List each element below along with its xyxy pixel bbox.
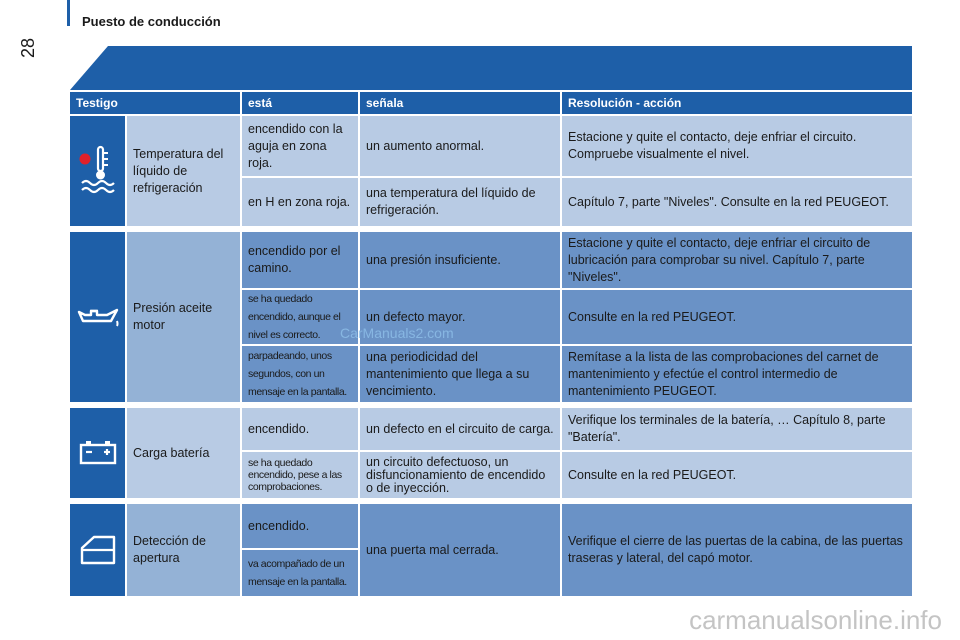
door-open-icon (70, 504, 125, 596)
resolucion-cell: Estacione y quite el contacto, deje enfriar el circuito de lubricación para comprobar su nivel. Capítulo 7, parte "Niveles". (562, 232, 912, 288)
battery-icon (70, 408, 125, 498)
senala-cell: un defecto mayor. (360, 290, 560, 344)
watermark: carmanualsonline.info (689, 605, 942, 635)
testigo-name-presion: Presión aceite motor (127, 232, 240, 402)
esta-cell: encendido por el camino. (242, 232, 358, 288)
testigo-name-apertura: Detección de apertura (127, 504, 240, 596)
esta-cell: parpadeando, unos segundos, con un mensaje en la pantalla. (242, 346, 358, 402)
esta-cell: encendido. (242, 504, 358, 548)
resolucion-cell: Verifique los terminales de la batería, … Capítulo 8, parte "Batería". (562, 408, 912, 450)
resolucion-cell: Remítase a la lista de las comprobaciones del carnet de mantenimiento y efectúe el control intermedio de mantenimiento PEUGEOT. (562, 346, 912, 402)
margin-bar (67, 0, 70, 26)
header-esta: está (242, 92, 358, 114)
esta-cell: va acompañado de un mensaje en la pantalla. (242, 550, 358, 596)
senala-cell: una puerta mal cerrada. (360, 504, 560, 596)
header-banner (70, 46, 912, 90)
resolucion-cell: Consulte en la red PEUGEOT. (562, 452, 912, 498)
section-title: Puesto de conducción (82, 14, 221, 29)
resolucion-cell: Verifique el cierre de las puertas de la cabina, de las puertas traseras y lateral, del capó motor. (562, 504, 912, 596)
header-testigo: Testigo (70, 92, 240, 114)
resolucion-cell: Capítulo 7, parte "Niveles". Consulte en la red PEUGEOT. (562, 178, 912, 226)
testigo-name-temperatura: Temperatura del líquido de refrigeración (127, 116, 240, 226)
resolucion-cell: Consulte en la red PEUGEOT. (562, 290, 912, 344)
esta-cell: se ha quedado encendido, aunque el nivel es correcto. (242, 290, 358, 344)
esta-cell: encendido. (242, 408, 358, 450)
senala-cell: un defecto en el circuito de carga. (360, 408, 560, 450)
oil-pressure-icon (70, 232, 125, 402)
page-number: 28 (18, 37, 38, 58)
esta-cell: en H en zona roja. (242, 178, 358, 226)
coolant-temperature-icon (70, 116, 125, 226)
watermark: CarManuals2.com (340, 325, 454, 341)
header-senala: señala (360, 92, 560, 114)
resolucion-cell: Estacione y quite el contacto, deje enfriar el circuito. Compruebe visualmente el nivel. (562, 116, 912, 176)
header-resolucion: Resolución - acción (562, 92, 912, 114)
senala-cell: una periodicidad del mantenimiento que llega a su vencimiento. (360, 346, 560, 402)
esta-cell: se ha quedado encendido, pese a las comprobaciones. (242, 452, 358, 498)
senala-cell: un aumento anormal. (360, 116, 560, 176)
esta-cell: encendido con la aguja en zona roja. (242, 116, 358, 176)
senala-cell: un circuito defectuoso, un disfuncionamiento de encendido o de inyección. (360, 452, 560, 498)
senala-cell: una temperatura del líquido de refrigeración. (360, 178, 560, 226)
testigo-name-bateria: Carga batería (127, 408, 240, 498)
senala-cell: una presión insuficiente. (360, 232, 560, 288)
